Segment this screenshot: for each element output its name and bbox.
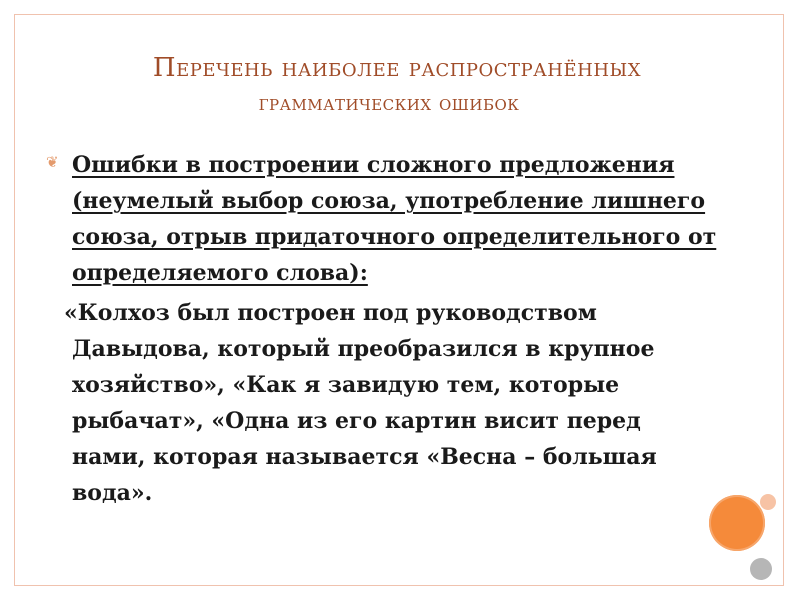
decorative-peach-circle — [760, 494, 776, 510]
decorative-gray-circle — [750, 558, 772, 580]
leaf-bullet-icon: ❦ — [46, 153, 59, 171]
slide-title-line-2: грамматических ошибок — [258, 91, 520, 116]
slide-content — [46, 147, 736, 511]
slide-title-line-1: Перечень наиболее распространённых — [152, 53, 642, 83]
example-quote: «Колхоз был построен под руководством Давыдова, который преобразился в крупное хозяйство», «Как я завидую тем, которые рыбачат», «Одна из его картин висит перед нами, которая называется «Весна – большая вода». — [64, 300, 657, 506]
bullet-item — [46, 147, 736, 291]
slide-title — [60, 50, 700, 122]
bullet-text: Ошибки в построении сложного предложения (неумелый выбор союза, употребление лишнего союза, отрыв придаточного определительного от определяемого слова): — [72, 152, 717, 286]
